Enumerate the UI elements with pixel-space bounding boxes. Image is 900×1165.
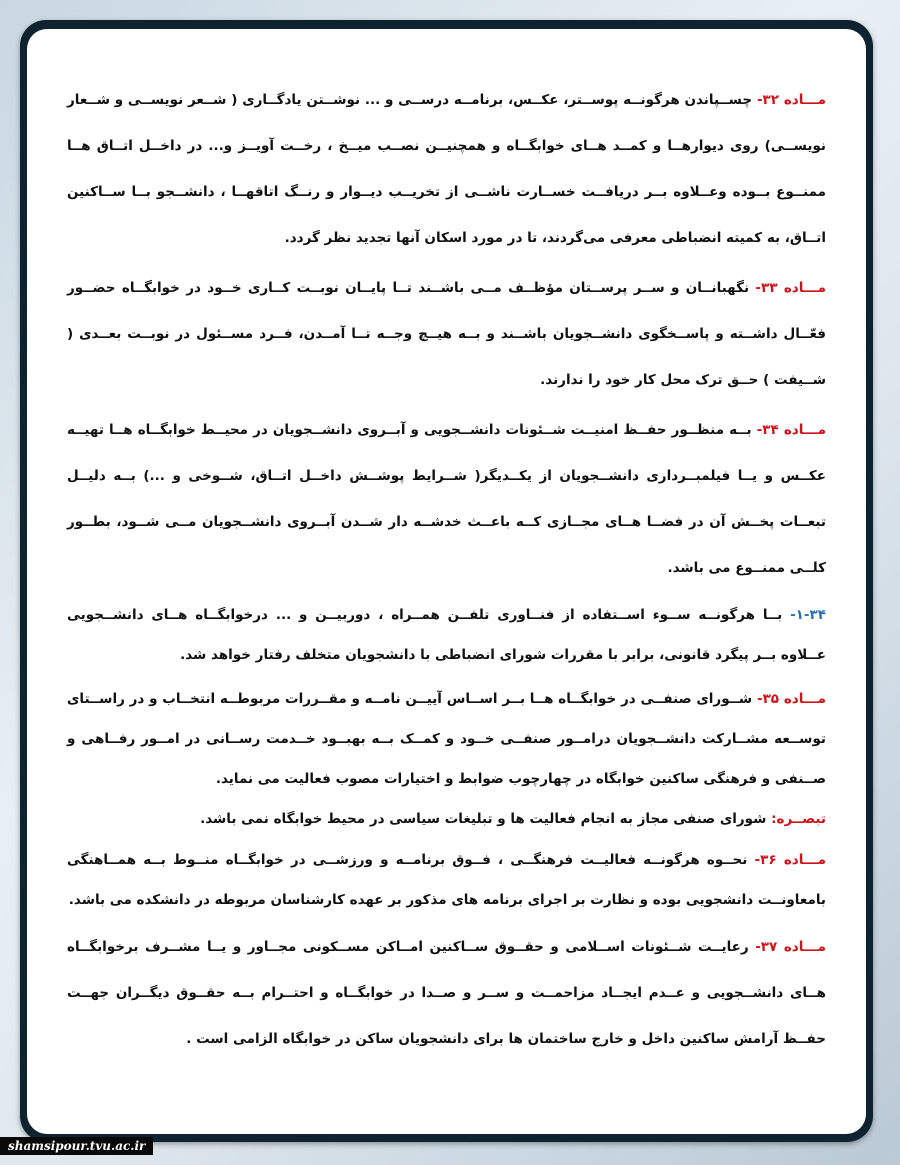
document-page [27, 29, 866, 1134]
article-text: نگهبانــان و ســر پرســتان مؤظــف مــی باشــند تــا پایــان نوبــت کــاری خــود در خوابگــاه حضــور فعّــال داشــته و پاســخگوی دانشــجویان باشــند و بــه هیــچ وجــه تــا آمــدن، فــرد مســئول در نوبــت بعــدی ( شــیفت ) حــق ترک محل کار خود را ندارند. [67, 280, 826, 388]
article-label: مـــاده ۳۴- [756, 422, 826, 438]
note-text: شورای صنفی مجاز به انجام فعالیت ها و تبلیغات سیاسی در محیط خوابگاه نمی باشد. [200, 811, 772, 827]
article-label: مـــاده ۳۲- [756, 92, 826, 108]
note [67, 803, 826, 836]
article-label: مـــاده ۳۵- [756, 691, 826, 707]
article-text: بــه منظــور حفــظ امنیــت شــئونات دانشــجویی و آبــروی دانشــجویان در محیــط خوابگــاه هــا تهیــه عکــس و یــا فیلمبــرداری دانشــجویان از یکــدیگر( شــرایط پوشــش داخــل اتــاق، شــوخی و ...) بــه دلیــل تبعــات پخــش آن در فضــا هــای مجــازی کــه باعــث خدشــه دار شــدن آبــروی دانشــجویان مــی شــود، بطــور کلــی ممنــوع می باشد. [67, 422, 826, 576]
article-text: بــا هرگونــه ســوء اســتفاده از فنــاوری تلفــن همــراه ، دوربیــن و ... درخوابگــاه هــای دانشــجویی عــلاوه بــر پیگرد قانونی، برابر با مقررات شورای انضباطی با دانشجویان متخلف رفتار خواهد شد. [67, 607, 826, 663]
article-text: شــورای صنفــی در خوابگــاه هــا بــر اســاس آییــن نامــه و مقــررات مربوطــه انتخــاب و در راســتای توســعه مشــارکت دانشــجویان درامــور صنفــی خــود و کمــک بــه بهبــود خــدمت رســانی در امــور رفــاهی و صــنفی و فرهنگی ساکنین خوابگاه در چهارچوب ضوابط و اختیارات مصوب فعالیت می نماید. [67, 691, 826, 787]
article-text: رعایــت شــئونات اســلامی و حقــوق ســاکنین امــاکن مســکونی مجــاور و یــا مشــرف برخوابگــاه هــای دانشــجویی و عــدم ایجــاد مزاحمــت و ســر و صــدا در خوابگــاه و احتــرام بــه حقــوق دیگــران جهــت حفــظ آرامش ساکنین داخل و خارج ساختمان ها برای دانشجویان ساکن در خوابگاه الزامی است . [67, 939, 826, 1047]
article-label: مـــاده ۳۷- [755, 939, 826, 955]
site-watermark: shamsipour.tvu.ac.ir [0, 1137, 153, 1155]
article-37 [67, 924, 826, 1062]
article-36 [67, 840, 826, 920]
note-label: تبصــره: [771, 811, 826, 827]
article-32 [67, 77, 826, 261]
article-label: مـــاده ۳۳- [755, 280, 826, 296]
article-label: مـــاده ۳۶- [754, 852, 826, 868]
sub-article-label: ۱-۳۴- [790, 607, 826, 623]
article-text: چســپاندن هرگونــه پوســتر، عکــس، برنامــه درســی و ... نوشــتن یادگــاری ( شــعر نویســی و شــعار نویســی) روی دیوارهــا و کمــد هــای خوابگــاه و همچنیــن نصــب میــخ ، رخــت آویــز و... در داخــل اتــاق هــا ممنــوع بــوده وعــلاوه بــر دریافــت خســارت ناشــی از تخریــب دیــوار و رنــگ اتاقهــا ، دانشــجو بــا ســاکنین اتــاق، به کمیته انضباطی معرفی می‌گردند، تا در مورد اسکان آنها تجدید نظر گردد. [67, 92, 826, 246]
article-text: نحــوه هرگونــه فعالیــت فرهنگــی ، فــوق برنامــه و ورزشــی در خوابگــاه منــوط بــه همــاهنگی بامعاونــت دانشجویی بوده و نظارت بر اجرای برنامه های مذکور بر عهده کارشناسان مربوطه در دانشکده می باشد. [67, 852, 826, 908]
regulations-body [67, 77, 826, 1066]
article-34 [67, 407, 826, 591]
article-34-1 [67, 595, 826, 675]
article-33 [67, 265, 826, 403]
article-35 [67, 679, 826, 799]
